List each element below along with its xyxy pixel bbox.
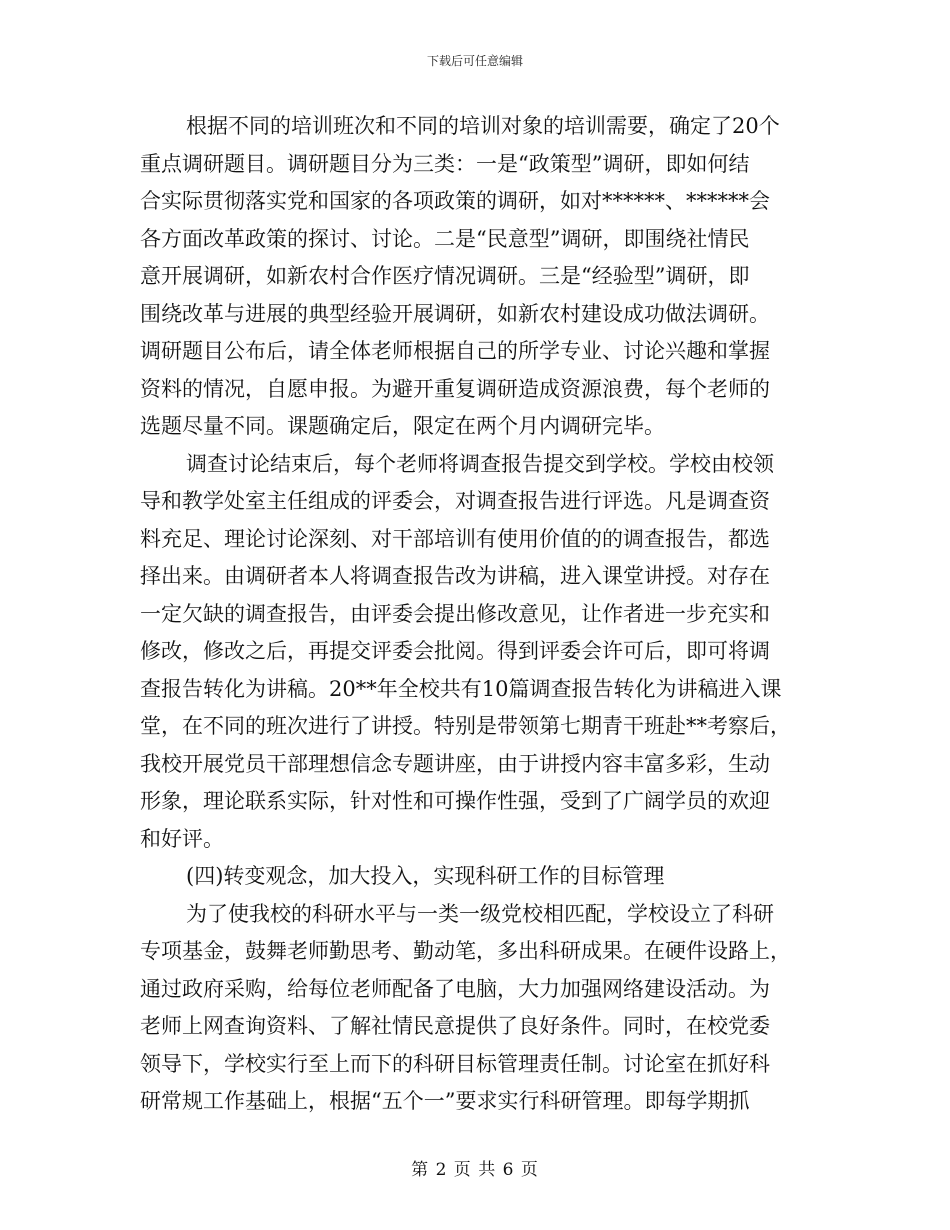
text-line: 形象，理论联系实际，针对性和可操作性强，受到了广阔学员的欢迎 bbox=[140, 789, 770, 813]
text-line: 修改，修改之后，再提交评委会批阅。得到评委会许可后，即可将调 bbox=[140, 639, 770, 663]
text-line: 我校开展党员干部理想信念专题讲座，由于讲授内容丰富多彩，生动 bbox=[140, 751, 770, 776]
text-line: 查报告转化为讲稿。20**年全校共有10篇调查报告转化为讲稿进入课 bbox=[140, 676, 782, 701]
text-line: 根据不同的培训班次和不同的培训对象的培训需要，确定了20个 bbox=[186, 114, 780, 138]
text-line: 和好评。 bbox=[140, 826, 224, 851]
text-line: 资料的情况，自愿申报。为避开重复调研造成资源浪费，每个老师的 bbox=[140, 376, 770, 401]
text-line: 专项基金，鼓舞老师勤思考、勤动笔，多出科研成果。在硬件设路上， bbox=[140, 939, 791, 963]
page-number: 第 2 页 共 6 页 bbox=[411, 1160, 539, 1180]
text-line: 料充足、理论讨论深刻、对干部培训有使用价值的的调查报告，都选 bbox=[140, 526, 770, 551]
text-line: 领导下，学校实行至上而下的科研目标管理责任制。讨论室在抓好科 bbox=[140, 1051, 770, 1076]
text-line: 通过政府采购，给每位老师配备了电脑，大力加强网络建设活动。为 bbox=[140, 976, 770, 1001]
text-line: 一定欠缺的调查报告，由评委会提出修改意见，让作者进一步充实和 bbox=[140, 601, 770, 626]
text-line: 堂，在不同的班次进行了讲授。特别是带领第七期青干班赴**考察后， bbox=[140, 714, 791, 738]
text-line: 老师上网查询资料、了解社情民意提供了良好条件。同时，在校党委 bbox=[140, 1014, 770, 1038]
page-header-note: 下载后可任意编辑 bbox=[426, 54, 523, 68]
document-body bbox=[140, 108, 810, 1121]
text-line: 意开展调研，如新农村合作医疗情况调研。三是“经验型”调研，即 bbox=[140, 264, 750, 288]
text-line: 导和教学处室主任组成的评委会，对调查报告进行评选。凡是调查资 bbox=[140, 489, 770, 513]
text-line: 围绕改革与进展的典型经验开展调研，如新农村建设成功做法调研。 bbox=[140, 301, 770, 326]
text-line: 重点调研题目。调研题目分为三类：一是“政策型”调研，即如何结 bbox=[140, 151, 750, 176]
text-line: 为了使我校的科研水平与一类一级党校相匹配，学校设立了科研 bbox=[186, 901, 774, 926]
text-line: 各方面改革政策的探讨、讨论。二是“民意型”调研，即围绕社情民 bbox=[140, 226, 750, 251]
text-line: 择出来。由调研者本人将调查报告改为讲稿，进入课堂讲授。对存在 bbox=[140, 564, 770, 588]
text-line: 调研题目公布后，请全体老师根据自己的所学专业、讨论兴趣和掌握 bbox=[140, 339, 770, 363]
text-line: 研常规工作基础上，根据“五个一”要求实行科研管理。即每学期抓 bbox=[140, 1089, 750, 1113]
text-line: 选题尽量不同。课题确定后，限定在两个月内调研完毕。 bbox=[140, 414, 665, 438]
text-line: 调查讨论结束后，每个老师将调查报告提交到学校。学校由校领 bbox=[186, 451, 774, 476]
text-line: 合实际贯彻落实党和国家的各项政策的调研，如对******、******会 bbox=[140, 189, 770, 213]
section-heading: (四)转变观念，加大投入，实现科研工作的目标管理 bbox=[186, 864, 665, 888]
